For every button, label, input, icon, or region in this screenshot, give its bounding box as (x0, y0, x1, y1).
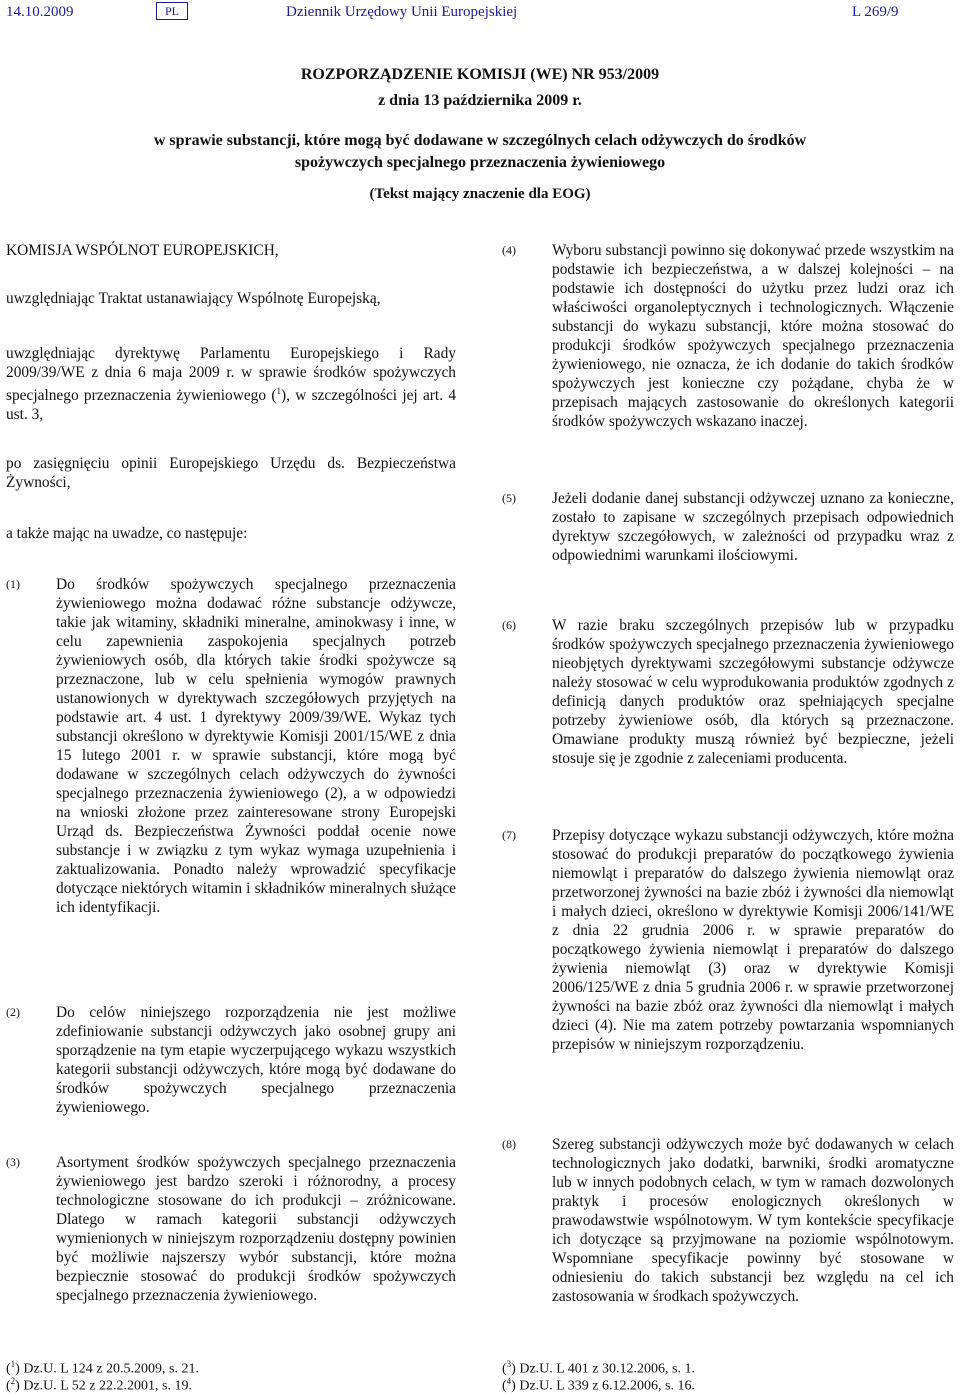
doc-date: z dnia 13 października 2009 r. (378, 92, 582, 109)
language-badge: PL (156, 2, 188, 20)
footnote-1: ($^1$) Dz.U. L 124 z 20.5.2009, s. 21. (6, 1359, 199, 1377)
header-page-ref: L 269/9 (852, 4, 899, 20)
doc-subject-line-2: spożywczych specjalnego przeznaczenia żywieniowego (294, 154, 666, 171)
doc-title: ROZPORZĄDZENIE KOMISJI (WE) NR 953/2009 (300, 66, 660, 83)
footnote-3: ($^3$) Dz.U. L 401 z 30.12.2006, s. 1. (502, 1359, 695, 1377)
preamble-institution: KOMISJA WSPÓLNOT EUROPEJSKICH, (6, 242, 279, 259)
header-journal: Dziennik Urzędowy Unii Europejskiej (286, 4, 518, 20)
header-date: 14.10.2009 (6, 4, 74, 20)
eea-relevance: (Tekst mający znaczenie dla EOG) (369, 186, 591, 202)
preamble-opinion: po zasięgnięciu opinii Europejskiego Urzędu ds. Bezpieczeństwa Żywności, (6, 455, 456, 491)
document-page: 14.10.2009 PL Dziennik Urzędowy Unii Europejskiej L 269/9 ROZPORZĄDZENIE KOMISJI (WE) NR 953/2009 z dnia 13 października 2009 r. w sprawie substancji, które mogą być dodawane w szczególnych celach odżywczych do środków spożywczych specjalnego przeznaczenia żywieniowego (Tekst mający znaczenie dla EOG) KOMISJA WSPÓLNOT EUROPEJSKICH, uwzględniając Traktat ustanawiający Wspólnotę Europejską, uwzględniając dyrektywę Parlamentu Europejskiego i Rady 2009/39/WE z dnia 6 maja 2009 r. w sprawie środków spożywczych specjalnego przeznaczenia żywieniowego ($^1$), w szczególności jej art. 4 ust. 3, po zasięgnięciu opinii Europejskiego Urzędu ds. Bezpieczeństwa Żywności, a także mając na uwadze, co następuje: (1) Do środków spożywczych specjalnego przeznaczenia żywieniowego można dodawać różne substancje odżywcze, takie jak witaminy, składniki mineralne, aminokwasy i inne, w celu zapewnienia zaspokojenia specjalnych potrzeb żywieniowych osób, dla których takie środki spożywcze są przeznaczone, lub w celu spełnienia wymogów prawnych ustanowionych w dyrektywach szczegółowych przyjętych na podstawie art. 4 ust. 1 dyrektywy 2009/39/WE. Wykaz tych substancji określono w dyrektywie Komisji 2001/15/WE z dnia 15 lutego 2001 r. w sprawie substancji, które mogą być dodawane w szczególnych celach odżywczych do żywności specjalnego przeznaczenia żywieniowego (2), a w odpowiedzi na wnioski złożone przez zainteresowane strony Europejski Urząd ds. Bezpieczeństwa Żywności poddał ocenie nowe substancje i w związku z tym wykaz wymaga uzupełnienia i zaktualizowania. Ponadto należy wprowadzić specyfikacje dotyczące niektórych witamin i składników mineralnych służące ich identyfikacji. (2) Do celów niniejszego rozporządzenia nie jest możliwe zdefiniowanie substancji odżywczych jako osobnej grupy ani sporządzenie na tym etapie wyczerpującego wykazu wszystkich kategorii substancji odżywczych, które mogą być dodawane do środków spożywczych specjalnego przeznaczenia żywieniowego. (3) Asortyment środków spożywczych specjalnego przeznaczenia żywieniowego jest bardzo szeroki i różnorodny, a procesy technologiczne stosowane do ich produkcji – zróżnicowane. Dlatego w ramach kategorii substancji odżywczych wymienionych w niniejszym rozporządzeniu dostępny powinien być możliwie najszerszy wybór substancji, które można bezpiecznie stosować do produkcji środków spożywczych specjalnego przeznaczenia żywieniowego. (4) Wyboru substancji powinno się dokonywać przede wszystkim na podstawie ich bezpieczeństwa, a w dalszej kolejności – na podstawie ich dostępności do użytku przez ludzi oraz ich właściwości organoleptycznych i technologicznych. Włączenie substancji do wykazu substancji, które można stosować do produkcji środków spożywczych specjalnego przeznaczenia żywieniowego, nie oznacza, że ich dodanie do takich środków spożywczych jest konieczne czy pożądane, chyba że w przepisach mających zastosowanie do określonych kategorii środków spożywczych wskazano inaczej. (5) Jeżeli dodanie danej substancji odżywczej uznano za konieczne, zostało to zapisane w szczególnych przepisach odpowiednich dyrektyw szczegółowych, w zależności od przypadku wraz z odpowiednimi warunkami ilościowymi. (6) W razie braku szczególnych przepisów lub w przypadku środków spożywczych specjalnego przeznaczenia żywieniowego nieobjętych dyrektywami szczegółowymi substancje odżywcze należy stosować w celu wyprodukowania produktów zgodnych z definicją danych produktów oraz spełniających specjalne potrzeby żywieniowe osób, dla których są przeznaczone. Omawiane produkty muszą również być bezpieczne, jeżeli stosuje się je zgodnie z zaleceniami producenta. (7) Przepisy dotyczące wykazu substancji odżywczych, które można stosować do produkcji preparatów do początkowego żywienia niemowląt i preparatów do dalszego żywienia niemowląt oraz przetworzonej żywności na bazie zbóż i żywności dla niemowląt i małych dzieci, określono w dyrektywie Komisji 2006/141/WE z dnia 22 grudnia 2006 r. w sprawie preparatów do początkowego żywienia niemowląt i preparatów do dalszego żywienia niemowląt (3) oraz w dyrektywie Komisji 2006/125/WE z dnia 5 grudnia 2006 r. w sprawie przetworzonej żywności na bazie zbóż oraz żywności dla niemowląt i małych dzieci (4). Nie ma zatem potrzeby powtarzania wspomnianych przepisów w niniejszym rozporządzeniu. (8) Szereg substancji odżywczych może być dodawanych w celach technologicznych jako dodatki, barwniki, środki aromatyczne lub w innych podobnych celach, w tym w ramach dozwolonych praktyk i procesów enologicznych określonych w prawodawstwie wspólnotowym. W tym kontekście specyfikacje ich dotyczące są przyjmowane na poziomie wspólnotowym. Wspomniane specyfikacje powinny być stosowane w odniesieniu do takich substancji bez względu na cel ich zastosowania w środkach spożywczych. ($^1$) Dz.U. L 124 z 20.5.2009, s. 21. ($^2$) Dz.U. L 52 z 22.2.2001, s. 19. ($^3$) Dz.U. L 401 z 30.12.2006, s. 1. ($^4$) Dz.U. L 339 z 6.12.2006, s. 16. (0, 0, 960, 1390)
footnote-2: ($^2$) Dz.U. L 52 z 22.2.2001, s. 19. (6, 1376, 192, 1394)
preamble-whereas: a także mając na uwadze, co następuje: (6, 525, 248, 542)
preamble-directive: uwzględniając dyrektywę Parlamentu Europejskiego i Rady 2009/39/WE z dnia 6 maja 2009 r. w sprawie środków spożywczych specjalnego przeznaczenia żywieniowego ($^1$), w szczególności jej art. 4 ust. 3, (6, 345, 457, 424)
footnote-4: ($^4$) Dz.U. L 339 z 6.12.2006, s. 16. (502, 1376, 695, 1394)
preamble-treaty: uwzględniając Traktat ustanawiający Wspólnotę Europejską, (6, 290, 381, 307)
doc-subject-line-1: w sprawie substancji, które mogą być dodawane w szczególnych celach odżywczych do środków (153, 132, 807, 149)
page-header (0, 0, 960, 40)
